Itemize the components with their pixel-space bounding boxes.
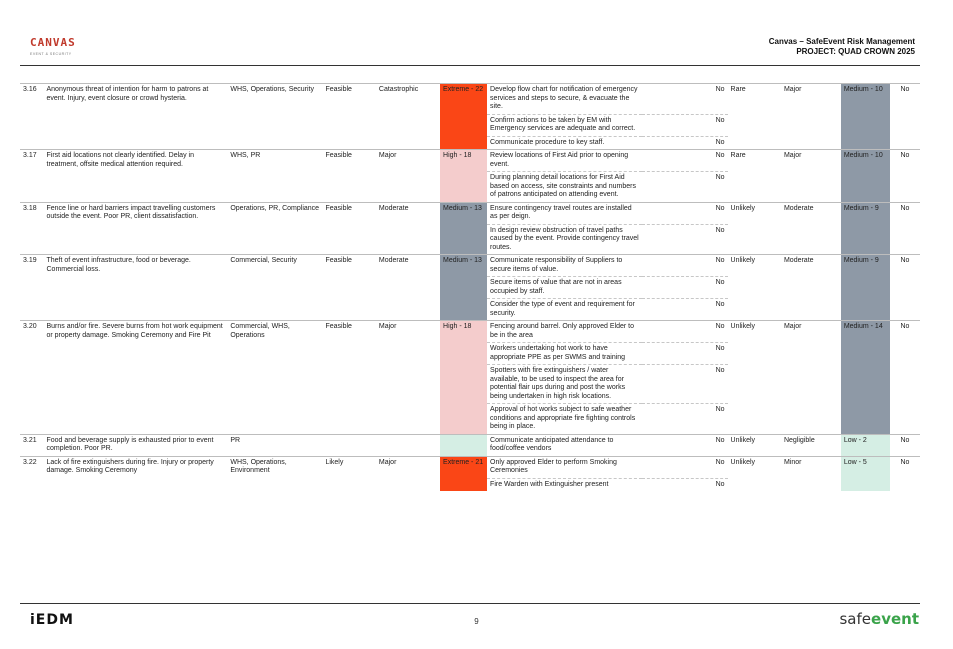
risk-status: No [890, 84, 920, 150]
control-answer: No [642, 321, 728, 343]
residual-likelihood: Unlikely [728, 456, 781, 491]
iedm-logo: iEDM [30, 612, 74, 628]
residual-rating: Medium - 9 [841, 202, 890, 255]
risk-row [20, 321, 920, 343]
control-text: Fencing around barrel. Only approved Elder to be in the area [487, 321, 642, 343]
residual-rating: Medium - 14 [841, 321, 890, 435]
risk-rating: Extreme - 21 [440, 456, 487, 491]
control-text: Develop flow chart for notification of emergency services and steps to secure, & evacuate the site. [487, 84, 642, 115]
risk-consequence: Moderate [376, 202, 440, 255]
risk-status: No [890, 150, 920, 203]
risk-id: 3.19 [20, 255, 44, 321]
residual-likelihood: Rare [728, 150, 781, 203]
risk-row [20, 255, 920, 277]
safeevent-logo [839, 610, 919, 628]
residual-consequence: Minor [781, 456, 841, 491]
control-answer: No [642, 150, 728, 172]
risk-likelihood: Feasible [322, 150, 375, 203]
risk-status: No [890, 255, 920, 321]
residual-likelihood: Unlikely [728, 202, 781, 255]
risk-likelihood: Likely [322, 456, 375, 491]
control-text: Approval of hot works subject to safe weather conditions and appropriate fire fighting controls being in place. [487, 404, 642, 435]
header-divider [20, 65, 920, 66]
residual-likelihood: Unlikely [728, 321, 781, 435]
risk-consequence [376, 434, 440, 456]
residual-rating: Low - 2 [841, 434, 890, 456]
control-answer: No [642, 404, 728, 435]
risk-status: No [890, 321, 920, 435]
risk-id: 3.20 [20, 321, 44, 435]
risk-status: No [890, 456, 920, 491]
residual-rating: Low - 5 [841, 456, 890, 491]
risk-responsibility: Commercial, WHS, Operations [227, 321, 322, 435]
risk-status: No [890, 202, 920, 255]
risk-status: No [890, 434, 920, 456]
control-text: In design review obstruction of travel paths caused by the event. Provide contingency travel routes. [487, 224, 642, 255]
risk-description: First aid locations not clearly identified. Delay in treatment, offsite medical attention required. [44, 150, 228, 203]
risk-row [20, 434, 920, 456]
residual-consequence: Moderate [781, 202, 841, 255]
residual-rating: Medium - 9 [841, 255, 890, 321]
canvas-logo [30, 33, 90, 57]
risk-id: 3.21 [20, 434, 44, 456]
page-number: 9 [474, 617, 479, 626]
residual-consequence: Negligible [781, 434, 841, 456]
control-answer: No [642, 172, 728, 203]
residual-likelihood: Unlikely [728, 255, 781, 321]
project-name: PROJECT: QUAD CROWN 2025 [796, 47, 915, 56]
logo-event: event [871, 610, 919, 628]
control-answer: No [642, 277, 728, 299]
residual-consequence: Major [781, 321, 841, 435]
residual-rating: Medium - 10 [841, 84, 890, 150]
residual-likelihood: Rare [728, 84, 781, 150]
risk-rating: High - 18 [440, 150, 487, 203]
control-text: During planning detail locations for First Aid based on access, site constraints and numbers of patrons anticipated on attending event. [487, 172, 642, 203]
risk-consequence: Moderate [376, 255, 440, 321]
residual-consequence: Major [781, 150, 841, 203]
risk-consequence: Catastrophic [376, 84, 440, 150]
risk-rating: Medium - 13 [440, 255, 487, 321]
risk-description: Lack of fire extinguishers during fire. Injury or property damage. Smoking Ceremony [44, 456, 228, 491]
logo-safe: safe [839, 610, 872, 628]
control-text: Consider the type of event and requirement for security. [487, 299, 642, 321]
control-answer: No [642, 255, 728, 277]
control-answer: No [642, 224, 728, 255]
control-text: Workers undertaking hot work to have appropriate PPE as per SWMS and training [487, 343, 642, 365]
control-answer: No [642, 299, 728, 321]
document-header [769, 37, 915, 57]
risk-register-table [20, 83, 920, 491]
risk-likelihood: Feasible [322, 84, 375, 150]
document-title: Canvas – SafeEvent Risk Management [768, 37, 915, 46]
control-answer: No [642, 478, 728, 491]
residual-likelihood: Unlikely [728, 434, 781, 456]
control-answer: No [642, 84, 728, 115]
control-text: Confirm actions to be taken by EM with Emergency services are adequate and correct. [487, 114, 642, 136]
risk-responsibility: WHS, PR [227, 150, 322, 203]
risk-consequence: Major [376, 321, 440, 435]
risk-responsibility: Commercial, Security [227, 255, 322, 321]
risk-id: 3.18 [20, 202, 44, 255]
control-text: Only approved Elder to perform Smoking Ceremonies [487, 456, 642, 478]
control-answer: No [642, 434, 728, 456]
risk-description: Food and beverage supply is exhausted prior to event completion. Poor PR. [44, 434, 228, 456]
risk-consequence: Major [376, 456, 440, 491]
risk-id: 3.22 [20, 456, 44, 491]
risk-description: Theft of event infrastructure, food or beverage. Commercial loss. [44, 255, 228, 321]
risk-id: 3.16 [20, 84, 44, 150]
risk-likelihood [322, 434, 375, 456]
control-text: Spotters with fire extinguishers / water available, to be used to inspect the area for potential flair ups during and post the works being undertaken in high risk locations. [487, 365, 642, 404]
risk-rating: Extreme - 22 [440, 84, 487, 150]
risk-description: Fence line or hard barriers impact travelling customers outside the event. Poor PR, client dissatisfaction. [44, 202, 228, 255]
residual-consequence: Moderate [781, 255, 841, 321]
residual-rating: Medium - 10 [841, 150, 890, 203]
risk-id: 3.17 [20, 150, 44, 203]
risk-likelihood: Feasible [322, 255, 375, 321]
risk-rating: High - 18 [440, 321, 487, 435]
control-text: Communicate procedure to key staff. [487, 136, 642, 150]
control-text: Secure items of value that are not in areas occupied by staff. [487, 277, 642, 299]
risk-row [20, 84, 920, 115]
risk-responsibility: WHS, Operations, Security [227, 84, 322, 150]
control-answer: No [642, 343, 728, 365]
risk-likelihood: Feasible [322, 202, 375, 255]
logo-tag: EVENT & SECURITY [30, 52, 72, 56]
risk-consequence: Major [376, 150, 440, 203]
risk-row [20, 202, 920, 224]
control-answer: No [642, 114, 728, 136]
risk-description: Burns and/or fire. Severe burns from hot work equipment or property damage. Smoking Ceremony and Fire Pit [44, 321, 228, 435]
risk-row [20, 456, 920, 478]
control-text: Review locations of First Aid prior to opening event. [487, 150, 642, 172]
control-answer: No [642, 456, 728, 478]
control-answer: No [642, 202, 728, 224]
risk-responsibility: PR [227, 434, 322, 456]
control-text: Fire Warden with Extinguisher present [487, 478, 642, 491]
risk-rating: Medium - 13 [440, 202, 487, 255]
logo-word: CANVAS [30, 36, 76, 49]
control-text: Communicate anticipated attendance to food/coffee vendors [487, 434, 642, 456]
risk-row [20, 150, 920, 172]
risk-responsibility: WHS, Operations, Environment [227, 456, 322, 491]
footer-divider [20, 603, 920, 604]
risk-likelihood: Feasible [322, 321, 375, 435]
control-text: Communicate responsibility of Suppliers to secure items of value. [487, 255, 642, 277]
control-answer: No [642, 365, 728, 404]
risk-description: Anonymous threat of intention for harm to patrons at event. Injury, event closure or crowd hysteria. [44, 84, 228, 150]
control-text: Ensure contingency travel routes are installed as per deign. [487, 202, 642, 224]
control-answer: No [642, 136, 728, 150]
risk-rating [440, 434, 487, 456]
risk-responsibility: Operations, PR, Compliance [227, 202, 322, 255]
residual-consequence: Major [781, 84, 841, 150]
